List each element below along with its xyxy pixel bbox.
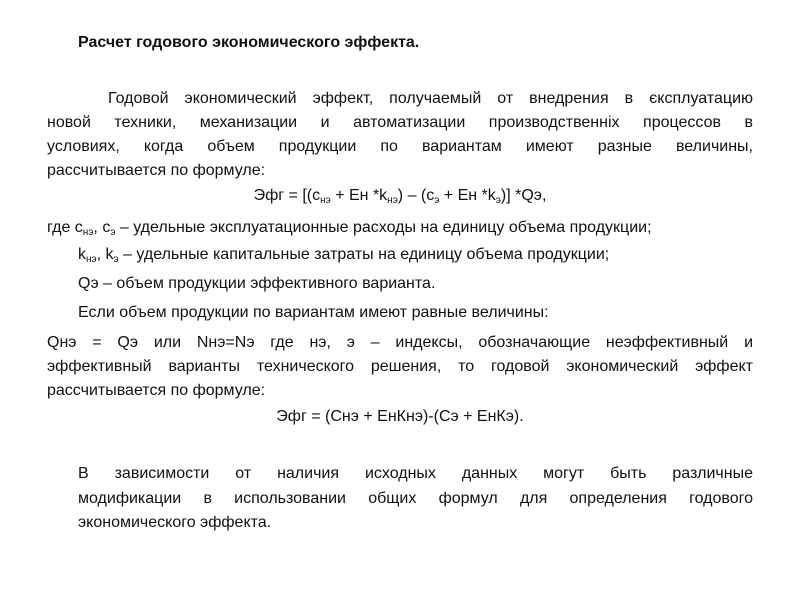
para2-line2: эффективный варианты технического решения, то годовой экономический эффект: [47, 358, 753, 375]
para1-line1: Годовой экономический эффект, получаемый от внедрения в єксплуатацию: [108, 90, 753, 107]
para3-line1: В зависимости от наличия исходных данных могут быть различные: [78, 465, 753, 482]
para2-line3: рассчитывается по формуле:: [47, 382, 266, 399]
formula-1: Эфг = [($с_{нэ}$ + Ен $*k_{нэ}) - (с_э$ + Ен $*k_э$)] *Qэ,: [253, 187, 547, 206]
definition-k: $k_{нэ}$, $k_э$ – удельные капитальные затраты на единицу объема продукции;: [78, 246, 610, 265]
formula-2: Эфг = (Снэ + ЕнКнэ)-(Сэ + ЕнКэ).: [276, 408, 524, 425]
para3-line3: экономического эффекта.: [78, 514, 272, 531]
para3-line2: модификации в использовании общих формул для определения годового: [78, 490, 753, 507]
para2-line1: Qнэ = Qэ или Nнэ=Nэ где нэ, э – индексы, обозначающие неэффективный и: [47, 334, 753, 351]
para1-line3: условиях, когда объем продукции по вариантам имеют разные величины,: [47, 138, 753, 155]
definition-c: где $с_{нэ}$, $с_э$ – удельные эксплуатационные расходы на единицу объема продукции;: [47, 219, 652, 238]
condition-line: Если объем продукции по вариантам имеют равные величины:: [78, 304, 549, 321]
slide-title: Расчет годового экономического эффекта.: [78, 34, 420, 51]
para1-line2: новой техники, механизации и автоматизации производственніх процессов в: [47, 114, 753, 131]
para1-line4: рассчитывается по формуле:: [47, 162, 266, 179]
definition-q: Qэ – объем продукции эффективного варианта.: [78, 275, 436, 292]
